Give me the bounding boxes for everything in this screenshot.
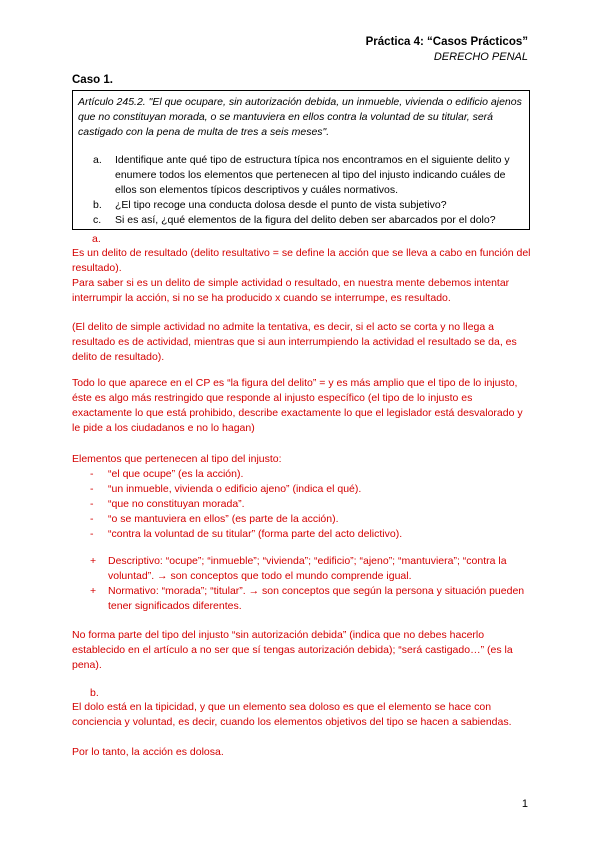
- answer-paragraph-3: (El delito de simple actividad no admite la tentativa, es decir, si el acto se corta y no llega a resultado es de actividad, mientras que si aun interrumpiendo la actividad el resultado se da, es delito de resultado).: [72, 321, 517, 363]
- element-text: “un inmueble, vivienda o edificio ajeno” (indica el qué).: [108, 483, 362, 495]
- question-text: Si es así, ¿qué elementos de la figura del delito deben ser abarcados por el dolo?: [115, 214, 496, 226]
- question-text: Identifique ante qué tipo de estructura típica nos encontramos en el siguiente delito y enumere todos los elementos que pertenecen al tipo del injusto indicando cuáles de ellos son elementos típicos descriptivos y cuáles normativos.: [115, 154, 510, 196]
- element-text: “que no constituyan morada”.: [108, 498, 245, 510]
- dash-bullet: -: [90, 498, 94, 510]
- dash-bullet: -: [90, 468, 94, 480]
- answer-paragraph-4: Todo lo que aparece en el CP es “la figura del delito” = y es más amplio que el tipo de lo injusto, éste es algo más restringido que responde al injusto específico (el tipo de lo injusto es exactamente lo que está prohibido, describe exactamente lo que el legislador está desvalorado y le pide a los ciudadanos e no lo hagan): [72, 377, 523, 434]
- answer-paragraph-5: No forma parte del tipo del injusto “sin autorización debida” (indica que no debes hacerlo establecido en el artículo a no ser que sí tengas autorización debida); “será castigado…” (es la pena).: [72, 629, 513, 671]
- descriptive-text: Descriptivo: “ocupe”; “inmueble”; “vivienda”; “edificio”; “ajeno”; “mantuviera”; “contra la voluntad”. → son conceptos que todo el mundo comprende igual.: [108, 555, 507, 582]
- header-title: Práctica 4: “Casos Prácticos”: [365, 36, 528, 48]
- dash-bullet: -: [90, 528, 94, 540]
- answer-paragraph-1: Es un delito de resultado (delito resultativo = se define la acción que se lleva a cabo en función del resultado).: [72, 247, 531, 274]
- elements-intro: Elementos que pertenecen al tipo del injusto:: [72, 453, 282, 465]
- question-letter: c.: [93, 214, 102, 226]
- element-text: “o se mantuviera en ellos” (es parte de la acción).: [108, 513, 339, 525]
- answer-b-label: b.: [90, 687, 99, 699]
- article-text: Artículo 245.2. "El que ocupare, sin autorización debida, un inmueble, vivienda o edificio ajenos que no constituyan morada, o se mantuviera en ellos contra la voluntad de su titular, será castigado con la pena de multa de tres a seis meses".: [78, 96, 522, 138]
- element-text: “contra la voluntad de su titular” (forma parte del acto delictivo).: [108, 528, 403, 540]
- question-letter: b.: [93, 199, 102, 211]
- answer-paragraph-2: Para saber si es un delito de simple actividad o resultado, en nuestra mente debemos intentar interrumpir la acción, si no se ha producido x cuando se interrumpe, es resultado.: [72, 277, 510, 304]
- question-letter: a.: [93, 154, 102, 166]
- answer-paragraph-6: El dolo está en la tipicidad, y que un elemento sea doloso es que el elemento se hace con conciencia y voluntad, es decir, cuando los elementos objetivos del tipo se hacen a sabiendas.: [72, 701, 512, 728]
- dash-bullet: -: [90, 513, 94, 525]
- answer-a-label: a.: [92, 233, 101, 245]
- plus-bullet: +: [90, 555, 97, 567]
- normative-text: Normativo: “morada”; “titular”. → son conceptos que según la persona y situación pueden tener significados diferentes.: [108, 585, 525, 612]
- case-statement-box: [72, 90, 530, 230]
- element-text: “el que ocupe” (es la acción).: [108, 468, 244, 480]
- page-number: 1: [521, 798, 528, 810]
- plus-bullet: +: [90, 585, 97, 597]
- question-text: ¿El tipo recoge una conducta dolosa desde el punto de vista subjetivo?: [115, 199, 447, 211]
- dash-bullet: -: [90, 483, 94, 495]
- case-title: Caso 1.: [72, 74, 113, 86]
- answer-paragraph-7: Por lo tanto, la acción es dolosa.: [72, 746, 224, 758]
- header-subtitle: DERECHO PENAL: [433, 51, 528, 63]
